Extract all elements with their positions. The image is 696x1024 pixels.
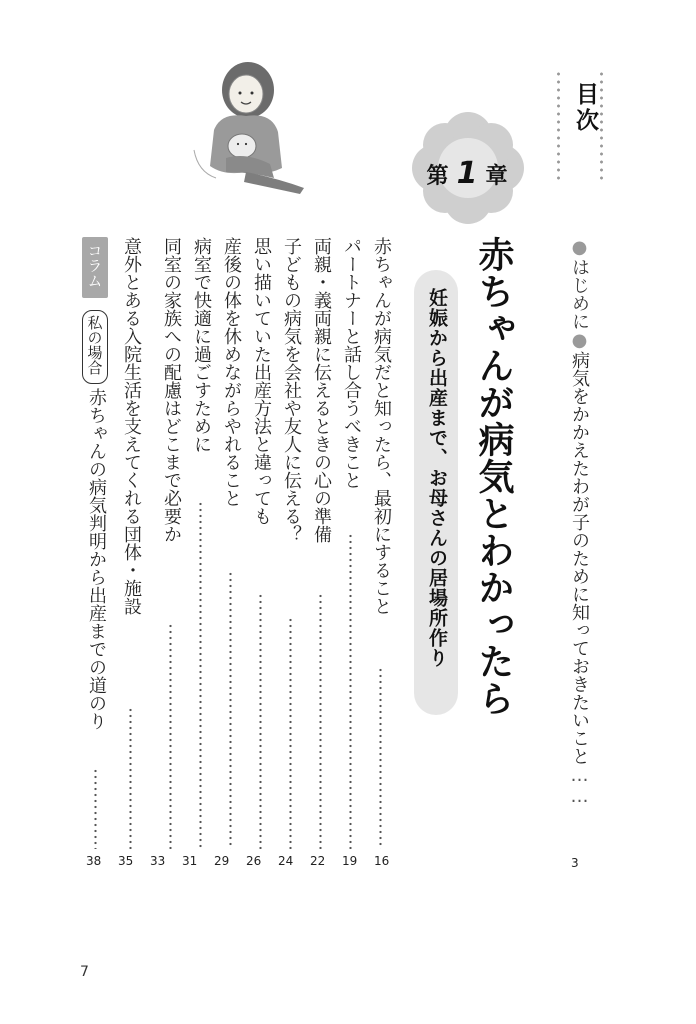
page-number: 31 [182, 854, 198, 868]
mother-baby-illustration [186, 60, 310, 200]
page-title: 目次 [572, 82, 598, 134]
entry-title: 同室の家族への配慮はどこまで必要か [161, 237, 182, 543]
entry-title: パートナーと話し合うべきこと [341, 237, 362, 489]
entry-title: 病室で快適に過ごすために [191, 237, 212, 453]
dot-leader [379, 667, 382, 849]
toc-entry[interactable] [276, 237, 306, 849]
case-tag-label: 私の場合 [85, 315, 104, 375]
entry-title: 赤ちゃんの病気判明から出産までの道のり [86, 388, 107, 730]
dot-leader [169, 623, 172, 849]
chapter-prefix: 第 [426, 164, 451, 189]
intro-tag: はじめに [569, 258, 590, 330]
chapter-badge [408, 108, 528, 228]
toc-entry[interactable] [366, 237, 396, 849]
entry-title: 産後の体を休めながらやれること [221, 237, 242, 507]
toc-entry[interactable] [246, 237, 276, 849]
toc-entry[interactable] [156, 237, 186, 849]
page-number: 29 [214, 854, 230, 868]
page-number: 19 [342, 854, 358, 868]
page-number: 24 [278, 854, 294, 868]
column-tag-label: コラム [85, 243, 104, 288]
dot-leader [229, 571, 232, 849]
page-number: 16 [374, 854, 390, 868]
entry-title: 意外とある入院生活を支えてくれる団体・施設 [121, 237, 142, 615]
column-tag [82, 237, 108, 298]
dot-leader [289, 617, 292, 849]
dot-leader [129, 707, 132, 849]
dotted-border [557, 70, 560, 182]
page-number: 33 [150, 854, 166, 868]
case-tag [82, 310, 108, 384]
entry-title: 思い描いていた出産方法と違っても [251, 237, 272, 525]
bullet-icon: ● [569, 330, 590, 351]
page-number: 35 [118, 854, 134, 868]
entry-title: 両親・義両親に伝えるときの心の準備 [311, 237, 332, 543]
chapter-subtitle: 妊娠から出産まで、お母さんの居場所作り [426, 288, 448, 668]
chapter-label [408, 156, 528, 191]
entry-title: 子どもの病気を会社や友人に伝える？ [281, 237, 302, 543]
dot-leader [199, 501, 202, 849]
toc-entry[interactable] [116, 237, 146, 849]
dot-leader [94, 768, 97, 849]
chapter-suffix: 章 [485, 164, 510, 189]
dot-leader: …… [569, 765, 590, 807]
toc-entry-intro[interactable] [566, 237, 592, 807]
toc-title-box [557, 70, 603, 182]
intro-title: 病気をかかえたわが子のために知っておきたいこと [569, 351, 590, 765]
dot-leader [349, 533, 352, 849]
bullet-icon: ● [569, 237, 590, 258]
toc-entry[interactable] [336, 237, 366, 849]
toc-entry-column[interactable] [84, 388, 114, 849]
page-number: 26 [246, 854, 262, 868]
chapter-title[interactable]: 赤ちゃんが病気とわかったら [473, 236, 514, 717]
dot-leader [319, 593, 322, 849]
dot-leader [259, 593, 262, 849]
toc-entry[interactable] [216, 237, 246, 849]
toc-entry[interactable] [186, 237, 216, 849]
page-number: 38 [86, 854, 102, 868]
page-number: 3 [571, 856, 579, 870]
entry-title: 赤ちゃんが病気だと知ったら、最初にすること [371, 237, 392, 615]
toc-entry[interactable] [306, 237, 336, 849]
page-number: 22 [310, 854, 326, 868]
chapter-number: 1 [456, 156, 480, 191]
folio: 7 [80, 964, 89, 980]
